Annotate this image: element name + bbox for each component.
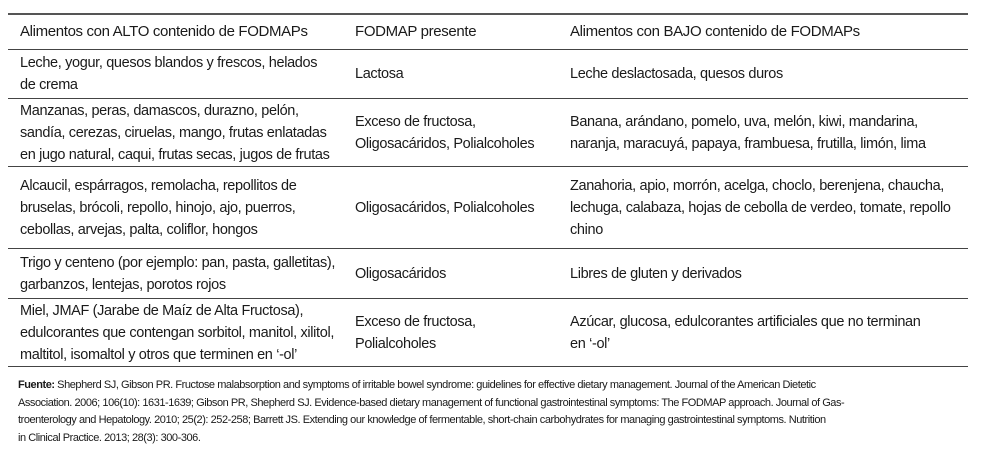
cell-fodmap-present bbox=[355, 311, 570, 355]
cell-high-fodmap bbox=[8, 100, 355, 166]
cell-high-fodmap bbox=[8, 175, 355, 241]
table-row bbox=[8, 249, 968, 299]
cell-high-fodmap bbox=[8, 252, 355, 296]
cell-high-fodmap bbox=[8, 300, 355, 366]
table-header-row bbox=[8, 15, 968, 50]
cell-line: Oligosacáridos bbox=[355, 265, 447, 282]
source-footnote bbox=[18, 377, 978, 447]
cell-line: garbanzos, lentejas, porotos rojos bbox=[20, 276, 226, 293]
cell-line: edulcorantes que contengan sorbitol, manitol, xilitol, bbox=[20, 324, 334, 341]
cell-line: Manzanas, peras, damascos, durazno, pelón, bbox=[20, 102, 299, 119]
cell-line: sandía, cerezas, ciruelas, mango, frutas enlatadas bbox=[20, 124, 327, 141]
cell-line: Lactosa bbox=[355, 66, 404, 82]
cell-line: de crema bbox=[20, 77, 78, 93]
header-low-fodmap: Alimentos con BAJO contenido de FODMAPs bbox=[570, 23, 860, 40]
cell-line: Miel, JMAF (Jarabe de Maíz de Alta Fructosa), bbox=[20, 302, 304, 319]
cell-line: Exceso de fructosa, bbox=[355, 113, 476, 130]
cell-line: en jugo natural, caqui, frutas secas, jugos de frutas bbox=[20, 146, 330, 163]
cell-low-fodmap bbox=[570, 175, 968, 241]
footnote-line: troenterology and Hepatology. 2010; 25(2): 252-258; Barrett JS. Extending our knowledge of fermentable, short-chain carbohydrates for managing gastrointestinal symptoms. Nutrition bbox=[18, 414, 826, 426]
cell-line: Trigo y centeno (por ejemplo: pan, pasta, galletitas), bbox=[20, 254, 336, 271]
footnote-line: Shepherd SJ, Gibson PR. Fructose malabsorption and symptoms of irritable bowel syndrome: guidelines for effective dietary management. Journal of the American Dietetic bbox=[54, 379, 816, 391]
table-row bbox=[8, 50, 968, 99]
cell-line: naranja, maracuyá, papaya, frambuesa, frutilla, limón, lima bbox=[570, 135, 926, 152]
cell-low-fodmap bbox=[570, 311, 968, 355]
cell-low-fodmap bbox=[570, 63, 968, 85]
fodmap-table bbox=[8, 13, 968, 367]
table-row bbox=[8, 167, 968, 249]
cell-line: Zanahoria, apio, morrón, acelga, choclo, berenjena, chaucha, bbox=[570, 177, 944, 194]
cell-line: maltitol, isomaltol y otros que terminen en ‘-ol’ bbox=[20, 346, 297, 363]
header-fodmap-present: FODMAP presente bbox=[355, 23, 477, 40]
cell-high-fodmap bbox=[8, 52, 355, 96]
cell-line: Azúcar, glucosa, edulcorantes artificiales que no terminan bbox=[570, 313, 921, 330]
cell-line: Libres de gluten y derivados bbox=[570, 265, 742, 282]
cell-line: en ‘-ol’ bbox=[570, 335, 610, 352]
cell-fodmap-present bbox=[355, 63, 570, 85]
cell-line: lechuga, calabaza, hojas de cebolla de verdeo, tomate, repollo bbox=[570, 199, 951, 216]
header-high-fodmap: Alimentos con ALTO contenido de FODMAPs bbox=[20, 23, 308, 40]
cell-line: Leche, yogur, quesos blandos y frescos, helados bbox=[20, 55, 318, 71]
cell-line: Oligosacáridos, Polialcoholes bbox=[355, 199, 535, 216]
cell-line: bruselas, brócoli, repollo, hinojo, ajo, puerros, bbox=[20, 199, 296, 216]
table-row bbox=[8, 299, 968, 367]
cell-line: Alcaucil, espárragos, remolacha, repollitos de bbox=[20, 177, 297, 194]
cell-line: Banana, arándano, pomelo, uva, melón, kiwi, mandarina, bbox=[570, 113, 918, 130]
footnote-line: Association. 2006; 106(10): 1631-1639; Gibson PR, Shepherd SJ. Evidence-based dietary management of functional gastrointestinal symptoms: The FODMAP approach. Journal of Gas- bbox=[18, 396, 845, 409]
cell-low-fodmap bbox=[570, 263, 968, 285]
cell-low-fodmap bbox=[570, 111, 968, 155]
table-row bbox=[8, 99, 968, 167]
cell-line: Oligosacáridos, Polialcoholes bbox=[355, 135, 535, 152]
footnote-line: in Clinical Practice. 2013; 28(3): 300-306. bbox=[18, 431, 201, 444]
footnote-label: Fuente: bbox=[18, 379, 55, 391]
cell-line: cebollas, arvejas, palta, coliflor, hongos bbox=[20, 221, 258, 238]
cell-fodmap-present bbox=[355, 111, 570, 155]
cell-line: Leche deslactosada, quesos duros bbox=[570, 66, 783, 82]
cell-line: Exceso de fructosa, bbox=[355, 313, 476, 330]
cell-fodmap-present bbox=[355, 263, 570, 285]
cell-line: Polialcoholes bbox=[355, 335, 436, 352]
cell-fodmap-present bbox=[355, 197, 570, 219]
cell-line: chino bbox=[570, 221, 603, 238]
